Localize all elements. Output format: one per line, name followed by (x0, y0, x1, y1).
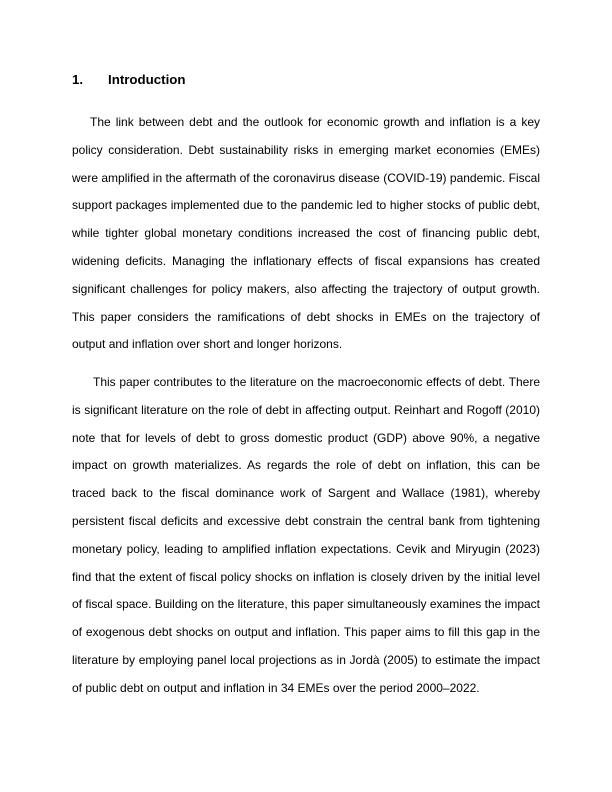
section-title: Introduction (108, 72, 186, 87)
section-heading (72, 72, 186, 88)
section-number: 1. (72, 72, 84, 87)
body-paragraph-2: This paper contributes to the literature on the macroeconomic effects of debt. There is significant literature on the role of debt in affecting output. Reinhart and Rogoff (2010) note that for levels of debt to gross domestic product (GDP) above 90%, a negative impact on growth materializes. As regards the role of debt on inflation, this can be traced back to the fiscal dominance work of Sargent and Wallace (1981), whereby persistent fiscal deficits and excessive debt constrain the central bank from tightening monetary policy, leading to amplified inflation expectations. Cevik and Miryugin (2023) find that the extent of fiscal policy shocks on inflation is closely driven by the initial level of fiscal space. Building on the literature, this paper simultaneously examines the impact of exogenous debt shocks on output and inflation. This paper aims to fill this gap in the literature by employing panel local projections as in Jordà (2005) to estimate the impact of public debt on output and inflation in 34 EMEs over the period 2000–2022. (72, 375, 540, 695)
body-paragraph-1: The link between debt and the outlook for economic growth and inflation is a key policy consideration. Debt sustainability risks in emerging market economies (EMEs) were amplified in the aftermath of the coronavirus disease (COVID-19) pandemic. Fiscal support packages implemented due to the pandemic led to higher stocks of public debt, while tighter global monetary conditions increased the cost of financing public debt, widening deficits. Managing the inflationary effects of fiscal expansions has created significant challenges for policy makers, also affecting the trajectory of output growth. This paper considers the ramifications of debt shocks in EMEs on the trajectory of output and inflation over short and longer horizons. (72, 115, 540, 352)
